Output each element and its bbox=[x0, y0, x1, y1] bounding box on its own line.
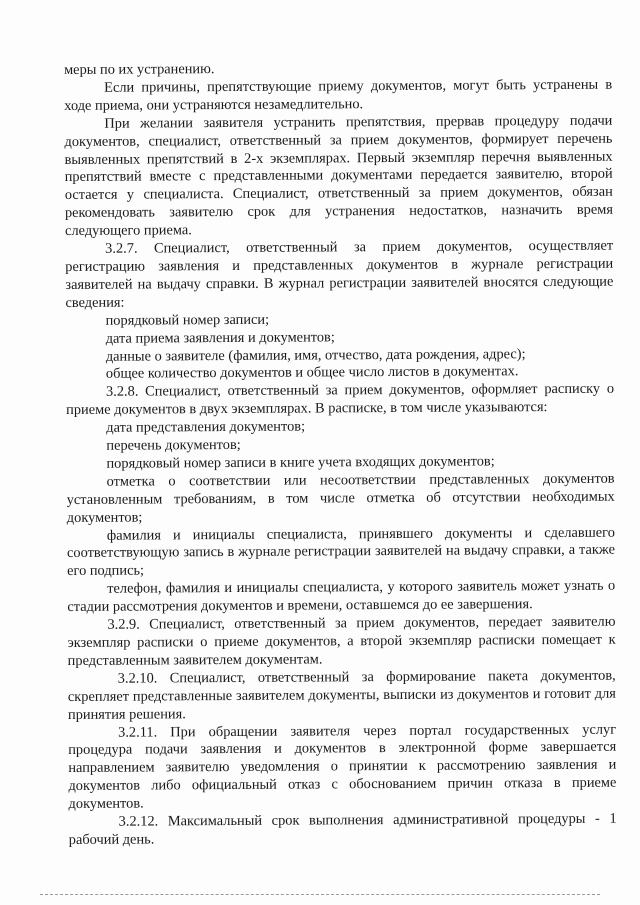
paragraph: 3.2.10. Специалист, ответственный за формирование пакета документов, скрепляет представленные заявителем документы, выписки из документов и готовит для принятия решения. bbox=[67, 667, 616, 723]
paragraph: При желании заявителя устранить препятствия, прервав процедуру подачи документов, специалист, ответственный за прием документов, формирует перечень выявленных препятствий в 2-х экземплярах. Первый экземпляр перечня выявленных препятствий вместе с представленными документами передается заявителю, второй остается у специалиста. Специалист, ответственный за прием документов, обязан рекомендовать заявителю срок для устранения недостатков, назначить время следующего приема. bbox=[64, 112, 613, 240]
list-item: порядковый номер записи в книге учета входящих документов; bbox=[106, 453, 495, 472]
paragraph: 3.2.12. Максимальный срок выполнения административной процедуры - 1 рабочий день. bbox=[68, 810, 617, 848]
list-item: фамилия и инициалы специалиста, принявшего документы и сделавшего соответствующую запись в журнале регистрации заявителей на выдачу справки, а также его подпись; bbox=[66, 524, 616, 580]
list-item: общее количество документов и общее число листов в документах. bbox=[105, 363, 519, 383]
list-item: порядковый номер записи; bbox=[105, 311, 270, 329]
paragraph: 3.2.7. Специалист, ответственный за прием документов, осуществляет регистрацию заявления и представленных документов в журнале регистрации заявителей на выдачу справки. В журнал регистрации заявителей вносятся следующие сведения: bbox=[65, 237, 614, 311]
paragraph: 3.2.11. При обращении заявителя через портал государственных услуг процедура подачи заявления и документов в электронной форме завершается направлением заявителю уведомления о принятии к рассмотрению заявления и документов либо официальный отказ с обоснованием причин отказа в приеме документов. bbox=[68, 721, 617, 813]
scan-edge-line bbox=[40, 894, 600, 895]
paragraph: Если причины, препятствующие приему документов, могут быть устранены в ходе приема, они устраняются незамедлительно. bbox=[64, 76, 613, 114]
list-item: телефон, фамилия и инициалы специалиста, у которого заявитель может узнать о стадии рассмотрения документов и времени, оставшемся до ее завершения. bbox=[67, 577, 616, 616]
document-body bbox=[64, 59, 617, 850]
list-item: отметка о соответствии или несоответствии представленных документов установленным требованиям, в том числе отметка об отсутствии необходимых документов; bbox=[66, 470, 615, 526]
paragraph: 3.2.9. Специалист, ответственный за прием документов, передает заявителю экземпляр расписки о приеме документов, а второй экземпляр расписки помещает к представленным заявителем документам. bbox=[67, 613, 616, 669]
paragraph: меры по их устранению. bbox=[64, 61, 215, 78]
list-item: дата приема заявления и документов; bbox=[105, 328, 335, 347]
list-item: дата представления документов; bbox=[106, 418, 306, 436]
list-item: данные о заявителе (фамилия, имя, отчество, дата рождения, адрес); bbox=[105, 345, 526, 365]
paragraph: 3.2.8. Специалист, ответственный за прием документов, оформляет расписку о приеме документов в двух экземплярах. В расписке, в том числе указываются: bbox=[66, 380, 615, 419]
list-item: перечень документов; bbox=[106, 436, 241, 454]
